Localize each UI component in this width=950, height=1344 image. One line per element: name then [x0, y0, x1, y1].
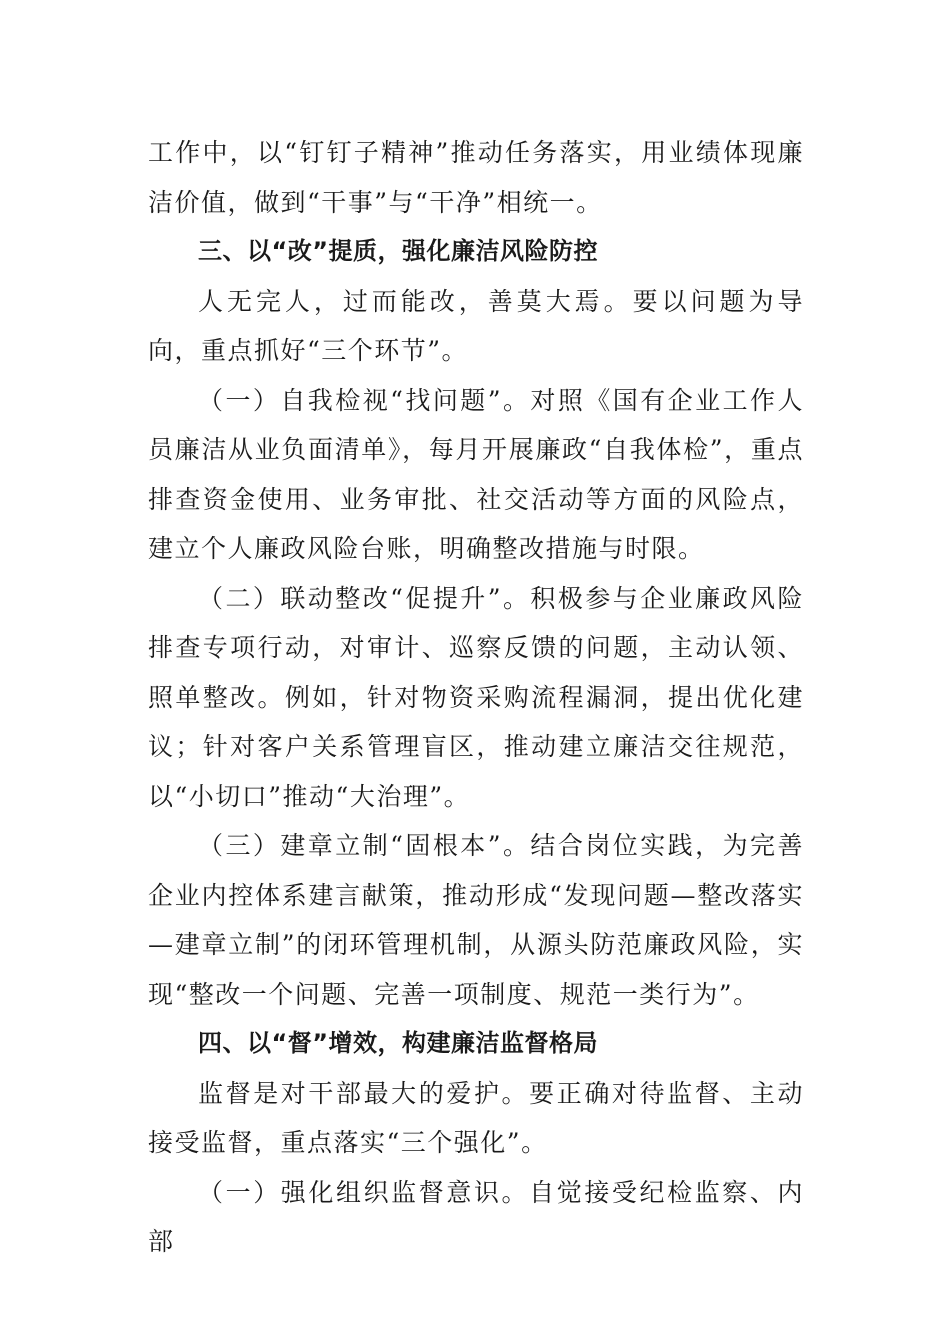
paragraph: 人无完人，过而能改，善莫大焉。要以问题为导向，重点抓好“三个环节”。	[148, 286, 804, 365]
section-heading-3: 三、以“改”提质，强化廉洁风险防控	[198, 237, 599, 265]
paragraph: （二）联动整改“促提升”。积极参与企业廉政风险排查专项行动，对审计、巡察反馈的问题，主动认领、照单整改。例如，针对物资采购流程漏洞，提出优化建议；针对客户关系管理盲区，推动建立廉洁交往规范，以“小切口”推动“大治理”。	[148, 583, 804, 811]
document-body	[148, 128, 804, 1267]
section-heading-4: 四、以“督”增效，构建廉洁监督格局	[198, 1029, 599, 1057]
paragraph-continued: 工作中，以“钉钉子精神”推动任务落实，用业绩体现廉洁价值，做到“干事”与“干净”相统一。	[148, 138, 804, 217]
paragraph: 监督是对干部最大的爱护。要正确对待监督、主动接受监督，重点落实“三个强化”。	[148, 1078, 804, 1157]
paragraph: （一）强化组织监督意识。自觉接受纪检监察、内部	[148, 1177, 804, 1256]
paragraph: （一）自我检视“找问题”。对照《国有企业工作人员廉洁从业负面清单》，每月开展廉政“自我体检”，重点排查资金使用、业务审批、社交活动等方面的风险点，建立个人廉政风险台账，明确整改措施与时限。	[148, 385, 804, 563]
paragraph: （三）建章立制“固根本”。结合岗位实践，为完善企业内控体系建言献策，推动形成“发现问题—整改落实—建章立制”的闭环管理机制，从源头防范廉政风险，实现“整改一个问题、完善一项制度、规范一类行为”。	[148, 831, 804, 1009]
